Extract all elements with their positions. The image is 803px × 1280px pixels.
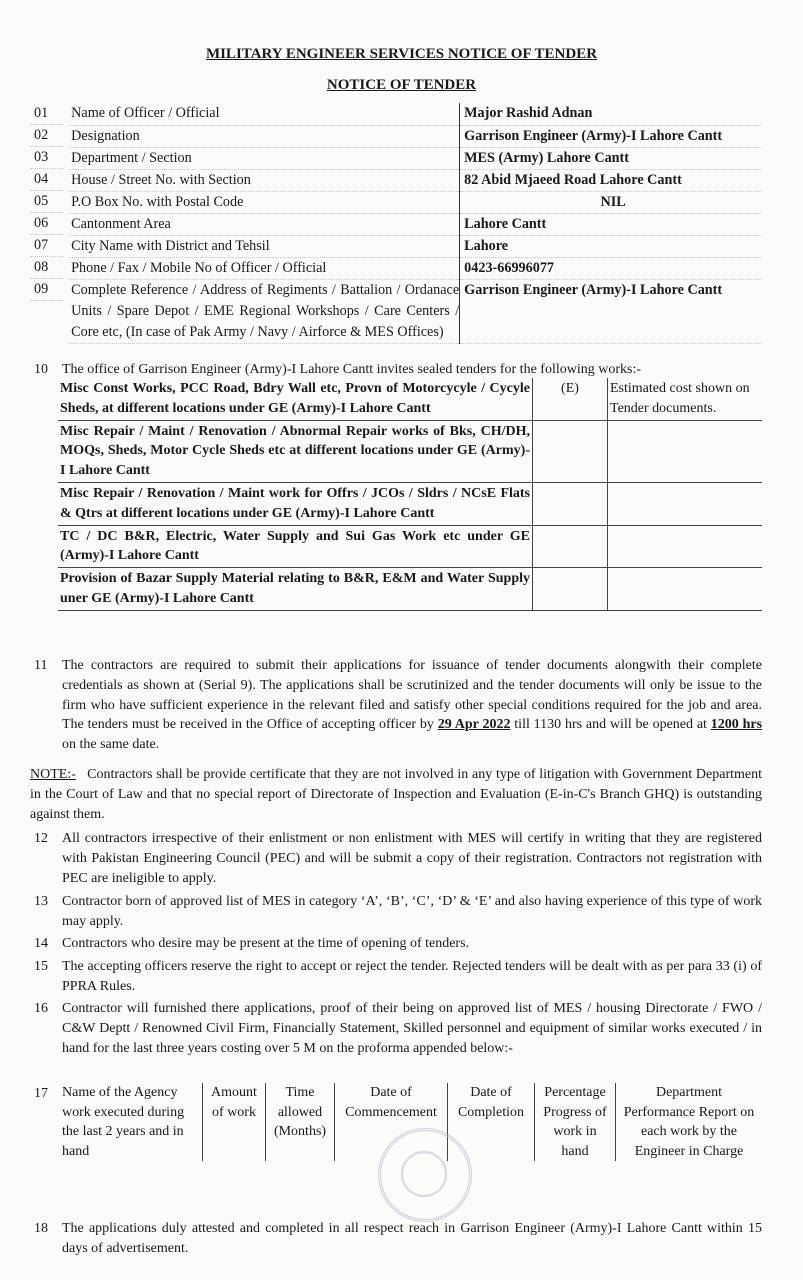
row-number: 04	[30, 169, 64, 191]
row-value: 0423-66996077	[460, 257, 762, 279]
document-heading: MILITARY ENGINEER SERVICES NOTICE OF TENDER	[205, 46, 598, 62]
office-stamp	[378, 1128, 472, 1222]
work-description: Provision of Bazar Supply Material relating to B&R, E&M and Water Supply uner GE (Army)-I Lahore Cantt	[58, 568, 533, 611]
paragraph-number: 10	[34, 362, 48, 377]
row-value: Garrison Engineer (Army)-I Lahore Cantt	[460, 279, 762, 343]
paragraph-number: 12	[34, 831, 48, 846]
column-performance: Department Performance Report on each work by the Engineer in Charge	[616, 1083, 763, 1161]
paragraph-text: All contractors irrespective of their enlistment or non enlistment with MES will certify in writing that they are registered with Pakistan Engineering Council (PEC) and will be submit a copy of their registration. Contractors not registration with PEC are ineligible to apply.	[62, 831, 762, 886]
row-number: 02	[30, 125, 64, 147]
row-number: 08	[30, 257, 64, 279]
row-value: NIL	[460, 191, 762, 213]
row-value: MES (Army) Lahore Cantt	[460, 147, 762, 169]
work-e-mark	[533, 420, 608, 482]
work-e-mark	[533, 482, 608, 525]
info-row	[30, 103, 762, 125]
paragraph-number: 11	[34, 658, 48, 673]
info-row	[30, 191, 762, 213]
opening-time: 1200 hrs	[710, 717, 763, 733]
row-label: Complete Reference / Address of Regiments / Battalion / Ordanace Units / Spare Depot / EME Regional Workshops / Care Centers / Core etc, (In case of Pak Army / Navy / Airforce & MES Offices)	[69, 279, 460, 343]
row-value: Lahore	[460, 235, 762, 257]
paragraph-text: The accepting officers reserve the right to accept or reject the tender. Rejected tenders will be dealt with as per para 33 (i) of PPRA Rules.	[62, 959, 762, 994]
note-label: NOTE:-	[30, 767, 76, 782]
row-number: 01	[30, 103, 64, 125]
row-value: Lahore Cantt	[460, 213, 762, 235]
row-number: 06	[30, 213, 64, 235]
work-description: TC / DC B&R, Electric, Water Supply and Sui Gas Work etc under GE (Army)-I Lahore Cantt	[58, 525, 533, 568]
work-estimate	[608, 420, 763, 482]
work-estimate: Estimated cost shown on Tender documents.	[608, 378, 763, 420]
note-paragraph	[30, 765, 762, 824]
info-row	[30, 257, 762, 279]
row-value: 82 Abid Mjaeed Road Lahore Cantt	[460, 169, 762, 191]
column-amount: Amount of work	[203, 1083, 266, 1161]
paragraph-10	[34, 360, 774, 380]
paragraph-13	[34, 892, 762, 932]
row-label: Phone / Fax / Mobile No of Officer / Official	[69, 257, 460, 279]
paragraph-17-number: 17	[34, 1086, 48, 1101]
work-e-mark	[533, 525, 608, 568]
works-table	[58, 378, 762, 611]
column-commencement: Date of Commencement	[335, 1083, 448, 1161]
work-row	[58, 378, 762, 420]
paragraph-text: The contractors are required to submit their applications for issuance of tender documents alongwith their complete credentials as shown at (Serial 9). The applications shall be scrutinized and the tender documents will only be issue to the firm who have sufficient experience in the relevant filed and satisfy other special conditions required for the job and area. The tenders must be received in the Office of accepting officer by	[62, 658, 762, 733]
info-row	[30, 279, 762, 343]
paragraph-12	[34, 829, 762, 888]
paragraph-number: 14	[34, 936, 48, 951]
work-description: Misc Repair / Maint / Renovation / Abnormal Repair works of Bks, CH/DH, MOQs, Sheds, Motor Cycle Sheds etc at different locations under GE (Army)-I Lahore Cantt	[58, 420, 533, 482]
column-progress: Percentage Progress of work in hand	[535, 1083, 616, 1161]
paragraph-text: Contractor born of approved list of MES in category ‘A’, ‘B’, ‘C’, ‘D’ & ‘E’ and also having experience of this type of work may apply.	[62, 894, 762, 929]
paragraph-14	[34, 934, 762, 954]
row-value: Major Rashid Adnan	[460, 103, 762, 125]
work-description: Misc Const Works, PCC Road, Bdry Wall etc, Provn of Motorcycyle / Cycyle Sheds, at different locations under GE (Army)-I Lahore Cantt	[58, 378, 533, 420]
row-label: Designation	[69, 125, 460, 147]
work-row	[58, 525, 762, 568]
work-e-mark	[533, 568, 608, 611]
paragraph-15	[34, 957, 762, 997]
paragraph-text: Contractors who desire may be present at the time of opening of tenders.	[62, 936, 470, 951]
note-text: Contractors shall be provide certificate that they are not involved in any type of litigation with Government Department in the Court of Law and that no special report of Directorate of Inspection and Evaluation (E-in-C's Branch GHQ) is outstanding against them.	[30, 767, 762, 822]
paragraph-number: 18	[34, 1221, 48, 1236]
closing-date: 29 Apr 2022	[437, 717, 511, 733]
paragraph-number: 13	[34, 894, 48, 909]
document-subheading: NOTICE OF TENDER	[326, 77, 477, 93]
row-label: P.O Box No. with Postal Code	[69, 191, 460, 213]
row-value: Garrison Engineer (Army)-I Lahore Cantt	[460, 125, 762, 147]
row-label: Name of Officer / Official	[69, 103, 460, 125]
paragraph-text: Contractor will furnished there applications, proof of their being on approved list of MES / housing Directorate / FWO / C&W Deptt / Renowned Civil Firm, Financially Statement, Skilled personnel and equipment of similar works executed / in hand for the last three years costing over 5 M on the proforma appended below:-	[62, 1001, 762, 1056]
row-label: House / Street No. with Section	[69, 169, 460, 191]
info-row	[30, 235, 762, 257]
paragraph-body	[62, 656, 762, 755]
paragraph-11	[34, 656, 762, 755]
paragraph-text-end: on the same date.	[62, 737, 160, 753]
row-number: 09	[30, 279, 64, 301]
paragraph-number: 16	[34, 1001, 48, 1016]
officer-info-table	[30, 103, 762, 344]
paragraph-text-mid: till 1130 hrs and will be opened at	[514, 717, 707, 733]
work-estimate	[608, 525, 763, 568]
info-row	[30, 213, 762, 235]
column-agency: Name of the Agency work executed during the last 2 years and in hand	[62, 1085, 185, 1159]
work-estimate	[608, 568, 763, 611]
row-label: City Name with District and Tehsil	[69, 235, 460, 257]
work-row	[58, 420, 762, 482]
row-number: 07	[30, 235, 64, 257]
row-number: 05	[30, 191, 64, 213]
column-completion: Date of Completion	[448, 1083, 535, 1161]
work-estimate	[608, 482, 763, 525]
paragraph-16	[34, 999, 762, 1058]
work-row	[58, 568, 762, 611]
info-row	[30, 147, 762, 169]
paragraph-18	[34, 1219, 762, 1259]
work-description: Misc Repair / Renovation / Maint work for Offrs / JCOs / Sldrs / NCsE Flats & Qtrs at different locations under GE (Army)-I Lahore Cantt	[58, 482, 533, 525]
info-row	[30, 125, 762, 147]
row-label: Cantonment Area	[69, 213, 460, 235]
paragraph-number: 15	[34, 959, 48, 974]
work-e-mark: (E)	[533, 378, 608, 420]
row-number: 03	[30, 147, 64, 169]
paragraph-text: The applications duly attested and completed in all respect reach in Garrison Engineer (Army)-I Lahore Cantt within 15 days of advertisement.	[62, 1221, 762, 1256]
column-time: Time allowed (Months)	[266, 1083, 335, 1161]
paragraph-text: The office of Garrison Engineer (Army)-I Lahore Cantt invites sealed tenders for the following works:-	[62, 362, 641, 377]
row-label: Department / Section	[69, 147, 460, 169]
work-row	[58, 482, 762, 525]
info-row	[30, 169, 762, 191]
